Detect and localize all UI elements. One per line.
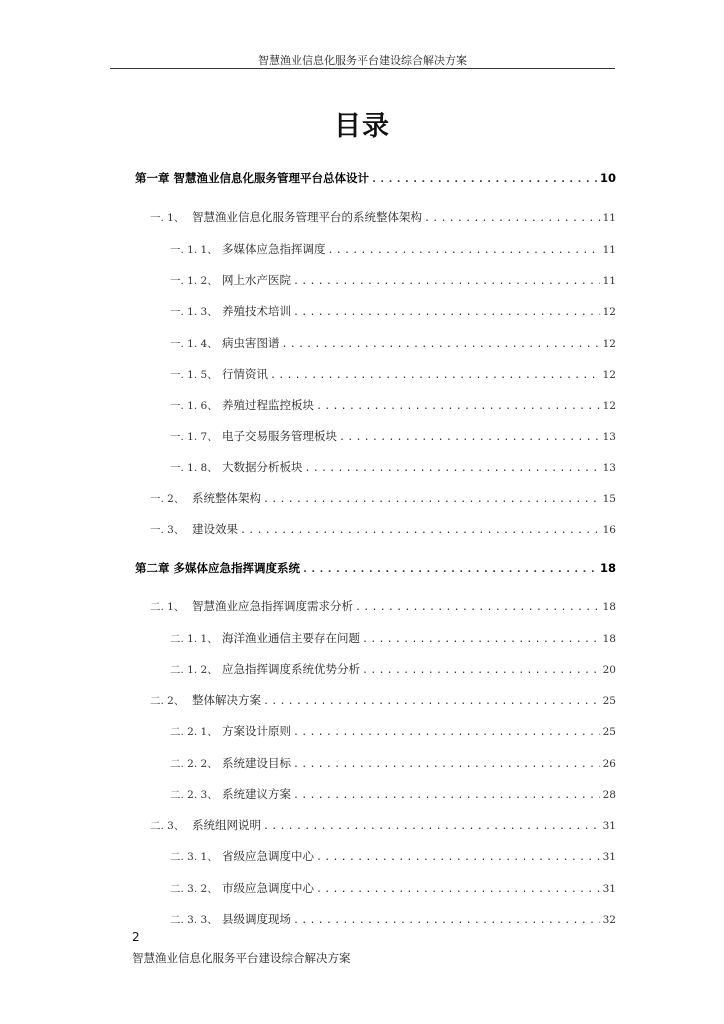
toc-entry[interactable] (170, 723, 616, 739)
running-footer: 智慧渔业信息化服务平台建设综合解决方案 (132, 951, 351, 965)
toc-entry-number: 一. 1. 2、 (170, 275, 218, 287)
toc-entry-number: 一. 1. 6、 (170, 400, 218, 412)
toc-entry-number: 二. 3. 1、 (170, 851, 218, 863)
dot-leader (270, 370, 600, 381)
toc-entry-label: 系统整体架构 (192, 491, 261, 505)
toc-entry-page: 16 (602, 524, 616, 536)
toc-entry-label: 智慧渔业应急指挥调度需求分析 (192, 599, 353, 613)
toc-entry[interactable] (170, 755, 616, 771)
dot-leader (371, 174, 598, 185)
dot-leader (316, 852, 600, 863)
toc-entry-page: 15 (602, 493, 616, 505)
toc-entry-label: 电子交易服务管理板块 (222, 429, 337, 443)
dot-leader (282, 339, 601, 350)
toc-entry-label: 建设效果 (192, 522, 238, 536)
toc-entry[interactable] (170, 366, 616, 382)
toc-entry[interactable] (170, 272, 616, 288)
toc-entry-number: 一. 1. 7、 (170, 431, 218, 443)
dot-leader (362, 665, 600, 676)
toc-entry-label: 系统建议方案 (222, 787, 291, 801)
toc-entry[interactable] (170, 241, 616, 257)
toc-entry-page: 31 (602, 883, 616, 895)
toc-entry-number: 二. 3、 (150, 820, 185, 832)
toc-entry-label: 大数据分析板块 (222, 460, 303, 474)
toc-chapter-entry[interactable] (135, 170, 616, 186)
toc-entry-label: 行情资讯 (222, 367, 268, 381)
toc-entry-number: 一. 1. 4、 (170, 338, 218, 350)
toc-entry-number: 二. 2. 1、 (170, 726, 218, 738)
toc-entry-page: 20 (602, 664, 616, 676)
toc-entry-number: 一. 1. 5、 (170, 369, 218, 381)
toc-entry-number: 二. 2、 (150, 695, 185, 707)
dot-leader (293, 790, 600, 801)
toc-entry-page: 32 (602, 914, 616, 926)
toc-entry-number: 二. 1、 (150, 601, 185, 613)
toc-entry-label: 智慧渔业信息化服务管理平台总体设计 (173, 171, 370, 185)
dot-leader (339, 432, 600, 443)
dot-leader (293, 759, 600, 770)
dot-leader (240, 525, 600, 536)
toc-entry[interactable] (170, 880, 616, 896)
toc-entry-label: 整体解决方案 (192, 693, 261, 707)
dot-leader (263, 821, 600, 832)
toc-entry-label: 智慧渔业信息化服务管理平台的系统整体架构 (192, 210, 422, 224)
toc-entry-label: 市级应急调度中心 (222, 881, 314, 895)
toc-entry-number: 第一章 (135, 171, 170, 185)
toc-entry-number: 一. 1. 3、 (170, 306, 218, 318)
dot-leader (293, 276, 600, 287)
toc-entry-label: 省级应急调度中心 (222, 849, 314, 863)
toc-entry-label: 系统组网说明 (192, 818, 261, 832)
toc-entry-label: 海洋渔业通信主要存在问题 (222, 631, 360, 645)
dot-leader (263, 696, 600, 707)
toc-entry-number: 一. 3、 (150, 524, 185, 536)
toc-entry-page: 11 (602, 244, 616, 256)
toc-entry[interactable] (170, 303, 616, 319)
toc-entry-page: 18 (602, 633, 616, 645)
toc-entry-label: 养殖过程监控板块 (222, 398, 314, 412)
toc-entry-page: 12 (602, 338, 616, 350)
toc-entry[interactable] (170, 786, 616, 802)
toc-entry-label: 网上水产医院 (222, 273, 291, 287)
page-title: 目录 (334, 111, 390, 142)
dot-leader (293, 727, 600, 738)
toc-entry-number: 二. 1. 1、 (170, 633, 218, 645)
toc-entry-label: 多媒体应急指挥调度 (222, 242, 326, 256)
toc-entry[interactable] (150, 209, 616, 225)
running-header: 智慧渔业信息化服务平台建设综合解决方案 (258, 54, 467, 67)
toc-entry-page: 28 (602, 789, 616, 801)
page-number: 2 (132, 930, 140, 944)
dot-leader (302, 564, 598, 575)
toc-entry[interactable] (150, 598, 616, 614)
toc-entry-page: 25 (602, 726, 616, 738)
toc-entry-label: 病虫害图谱 (222, 336, 280, 350)
toc-entry-page: 11 (602, 275, 616, 287)
toc-entry-number: 一. 1、 (150, 212, 185, 224)
toc-entry-number: 一. 2、 (150, 493, 185, 505)
toc-entry-number: 二. 2. 3、 (170, 789, 218, 801)
toc-entry[interactable] (170, 335, 616, 351)
toc-entry-page: 26 (602, 758, 616, 770)
toc-entry-page: 31 (602, 851, 616, 863)
toc-entry-page: 18 (599, 561, 616, 575)
toc-entry[interactable] (170, 911, 616, 927)
toc-entry-page: 12 (602, 400, 616, 412)
dot-leader (316, 401, 600, 412)
dot-leader (293, 915, 600, 926)
toc-entry-label: 县级调度现场 (222, 912, 291, 926)
toc-entry[interactable] (170, 397, 616, 413)
dot-leader (305, 463, 601, 474)
dot-leader (316, 884, 600, 895)
toc-entry[interactable] (170, 848, 616, 864)
header-rule (110, 68, 615, 69)
toc-entry-label: 系统建设目标 (222, 756, 291, 770)
toc-entry[interactable] (150, 490, 616, 506)
toc-entry[interactable] (170, 630, 616, 646)
toc-entry-page: 11 (602, 212, 616, 224)
toc-entry-number: 二. 1. 2、 (170, 664, 218, 676)
toc-entry[interactable] (170, 459, 616, 475)
toc-entry-page: 25 (602, 695, 616, 707)
toc-entry-number: 第二章 (135, 561, 170, 575)
dot-leader (328, 245, 601, 256)
toc-entry-label: 多媒体应急指挥调度系统 (173, 561, 301, 575)
toc-entry-number: 一. 1. 1、 (170, 244, 218, 256)
toc-entry-label: 应急指挥调度系统优势分析 (222, 662, 360, 676)
toc-chapter-entry[interactable] (135, 560, 616, 576)
toc-entry-page: 13 (602, 462, 616, 474)
toc-entry-label: 方案设计原则 (222, 724, 291, 738)
toc-entry-number: 二. 3. 3、 (170, 914, 218, 926)
toc-entry[interactable] (170, 428, 616, 444)
toc-entry-label: 养殖技术培训 (222, 304, 291, 318)
toc-entry-number: 二. 2. 2、 (170, 758, 218, 770)
toc-entry-page: 13 (602, 431, 616, 443)
toc-entry[interactable] (150, 692, 616, 708)
toc-entry[interactable] (150, 817, 616, 833)
dot-leader (424, 213, 600, 224)
dot-leader (355, 602, 600, 613)
toc-entry[interactable] (150, 521, 616, 537)
toc-entry-page: 12 (602, 369, 616, 381)
dot-leader (293, 307, 600, 318)
toc-entry-page: 18 (602, 601, 616, 613)
dot-leader (263, 494, 600, 505)
toc-entry-page: 12 (602, 306, 616, 318)
toc-entry-number: 一. 1. 8、 (170, 462, 218, 474)
toc-entry-number: 二. 3. 2、 (170, 883, 218, 895)
toc-entry-page: 31 (602, 820, 616, 832)
toc-entry[interactable] (170, 661, 616, 677)
dot-leader (362, 634, 600, 645)
toc-entry-page: 10 (599, 171, 616, 185)
